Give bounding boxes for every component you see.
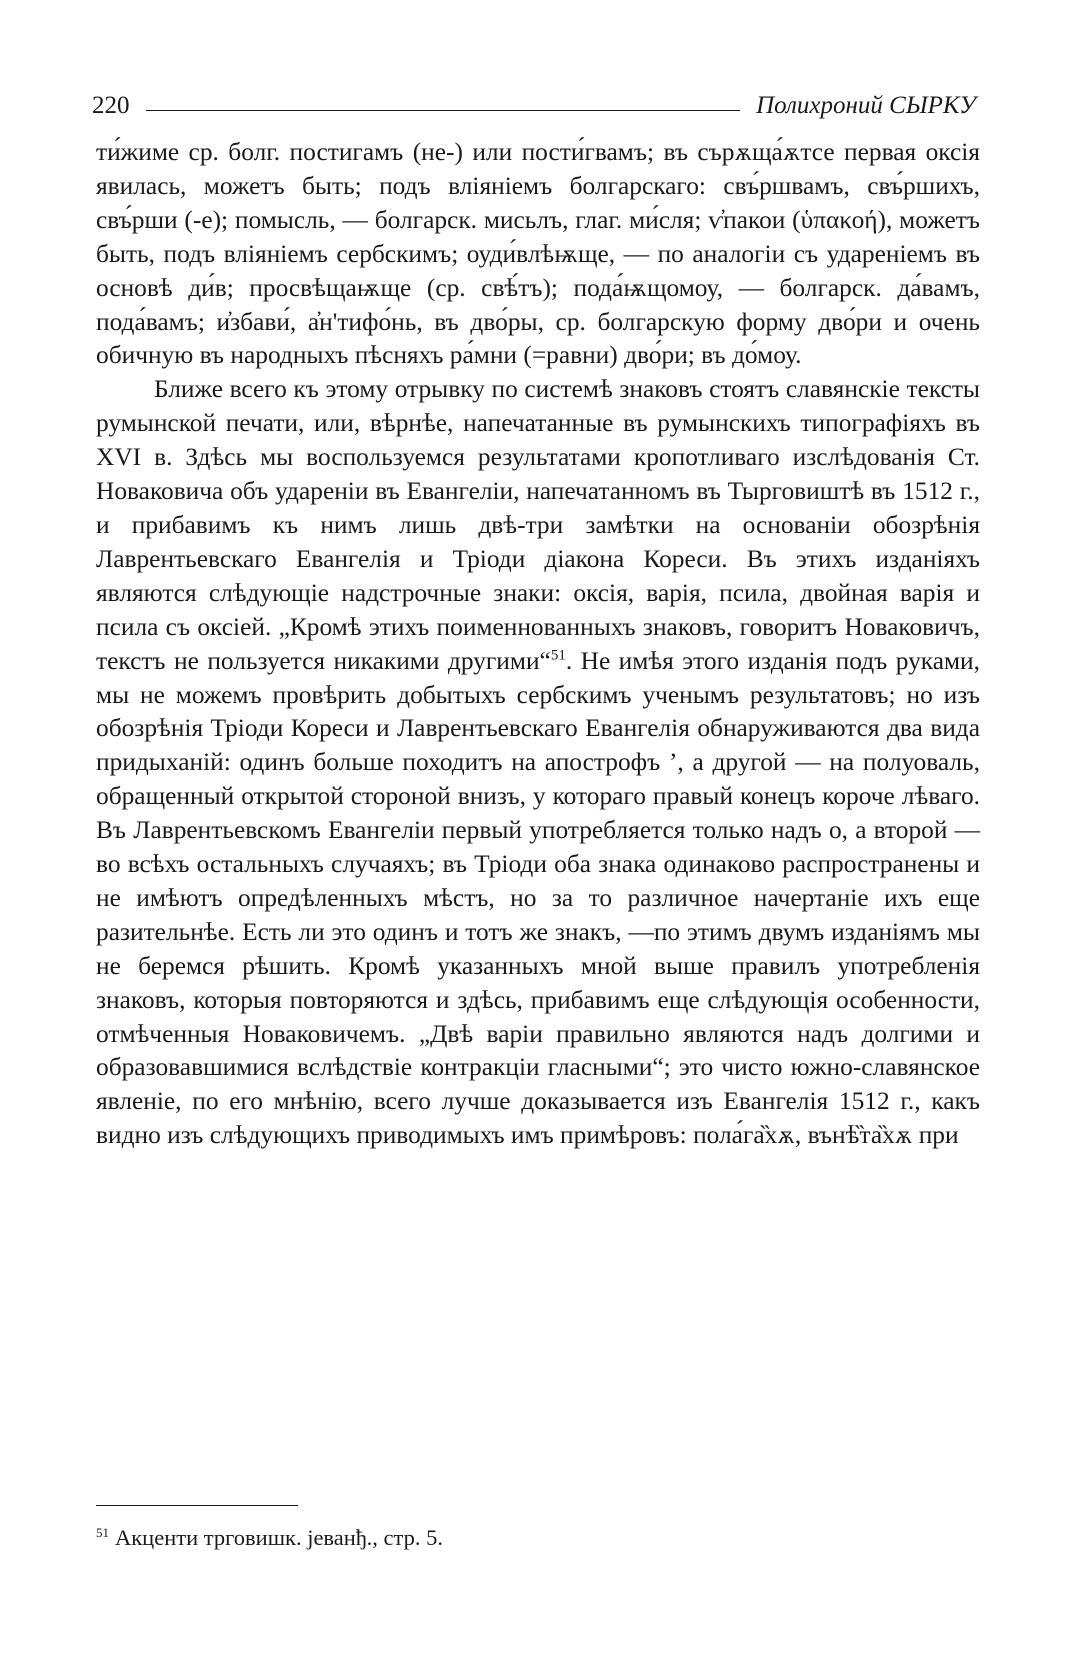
paragraph-2-start: Ближе всего къ этому отрывку по системѣ знаковъ стоятъ славянскіе тексты румынской печати, или, вѣрнѣе, напечатанные въ румынскихъ типографіяхъ въ XVI в. Здѣсь мы воспользуемся результатами кропотливаго изслѣдованія Ст. Новаковича объ удареніи въ Евангеліи, напечатанномъ въ Тырговиштѣ въ 1512 г., и прибавимъ къ нимъ лишь двѣ-три замѣтки на основаніи обозрѣнія Лаврентьевскаго Евангелія и Тріоди діакона Кореси. Въ этихъ изданіяхъ являются слѣдующіе надстрочные знаки: оксія, варія, псила, двойная варія и псила съ оксіей. „Кромѣ этихъ поименнованныхъ знаковъ, говоритъ Новаковичъ, текстъ не пользуется никакими другими“ bbox=[96, 375, 980, 675]
running-header bbox=[92, 82, 976, 118]
footnote-number: 51 bbox=[96, 1524, 109, 1540]
header-rule bbox=[146, 110, 741, 111]
footnote-rule bbox=[96, 1505, 298, 1506]
paragraph-2-rest: . Не имѣя этого изданія подъ руками, мы не можемъ провѣрить добытыхъ сербскимъ ученымъ результатовъ; но изъ обозрѣнія Тріоди Кореси и Лаврентьевскаго Евангелія обнаруживаются два вида придыханій: одинъ больше походитъ на апострофъ ’, а другой — на полуоваль, обращенный открытой стороной внизъ, у котораго правый конецъ короче лѣваго. Въ Лаврентьевскомъ Евангеліи первый употребляется только надъ о, а второй — во всѣхъ остальныхъ случаяхъ; въ Тріоди оба знака одинаково распространены и не имѣютъ опредѣленныхъ мѣстъ, но за то различное начертаніе ихъ еще разительнѣе. Есть ли это одинъ и тотъ же знакъ, —по этимъ двумъ изданіямъ мы не беремся рѣшить. Кромѣ указанныхъ мной выше правилъ употребленія знаковъ, которыя повторяются и здѣсь, прибавимъ еще слѣдующія особенности, отмѣченныя Новаковичемъ. „Двѣ варіи правильно являются надъ долгими и образовавшимися вслѣдствіе контракціи гласными“; это чисто южно-славянское явленіе, по его мнѣнію, всего лучше доказывается изъ Евангелія 1512 г., какъ видно изъ слѣдующихъ приводимыхъ имъ примѣровъ: пола́га̏хѫ, вънѣ̏та̏хѫ при bbox=[96, 646, 980, 1150]
page-number: 220 bbox=[92, 92, 130, 119]
footnote-reference: 51 bbox=[550, 647, 566, 664]
footnote bbox=[96, 1524, 980, 1552]
running-title: Полихроний СЫРКУ bbox=[756, 92, 976, 119]
paragraph-2 bbox=[96, 373, 980, 1153]
main-text bbox=[96, 136, 980, 1153]
paragraph-1: ти́жиме ср. болг. постигамъ (не-) или пости́гвамъ; въ сърѫща́ѫтсе первая оксія явилась, можетъ быть; подъ вліяніемъ болгарскаго: свъ́ршвамъ, свъ́ршихъ, свъ́рши (-е); помысль, — болгарск. мисьлъ, глаг. ми́сля; ѵ̓пакои (ὑπακοή), можетъ быть, подъ вліяніемъ сербскимъ; оуди́влѣѭще, — по аналогіи съ удареніемъ въ основѣ ди́в; просвѣщаѭще (ср. свѣ́тъ); пода́ѭщомоу, — болгарск. да́вамъ, пода́вамъ; и̓збави́, а̓н'тифо́нь, въ дво́ры, ср. болгарскую форму дво́ри и очень обичную въ народныхъ пѣсняхъ ра́мни (=равни) дво́ри; въ до́моу. bbox=[96, 138, 980, 370]
footnote-text: Акценти трговишк. јеванђ., стр. 5. bbox=[115, 1525, 443, 1550]
